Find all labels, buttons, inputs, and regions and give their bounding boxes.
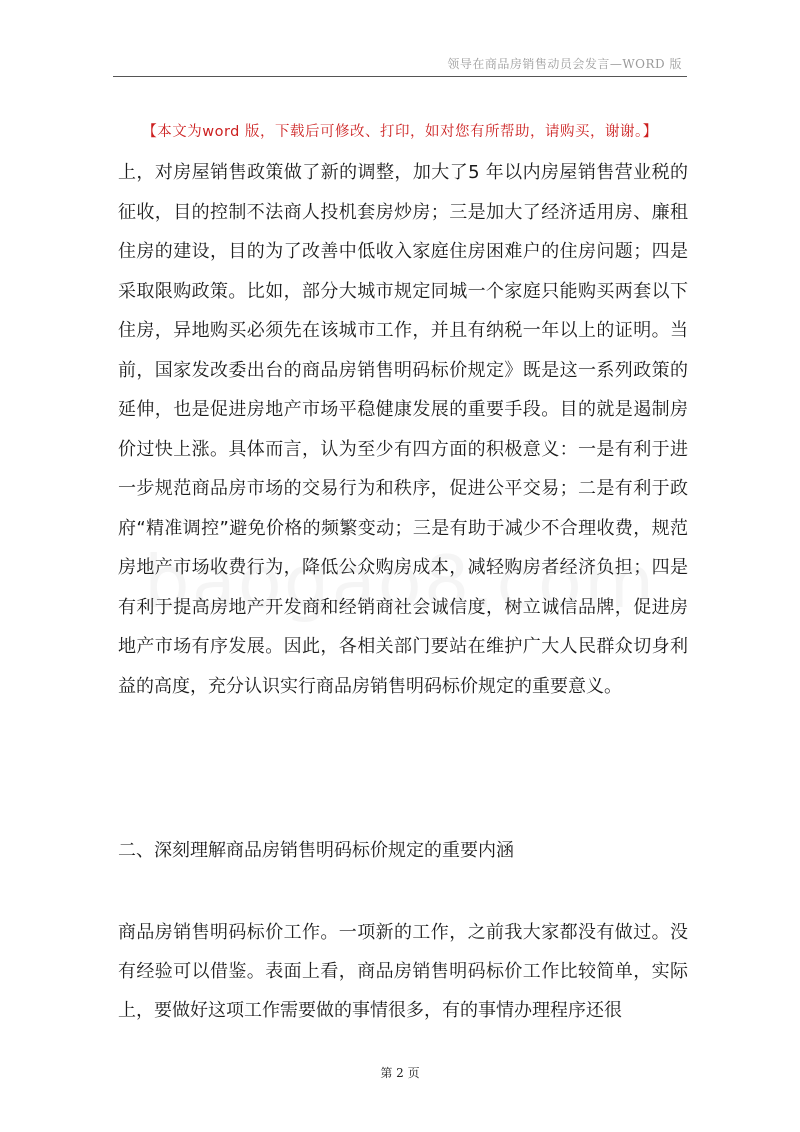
section-paragraph: 商品房销售明码标价工作。一项新的工作，之前我大家都没有做过。没有经验可以借鉴。表面上看，商品房销售明码标价工作比较简单，实际上，要做好这项工作需要做的事情很多，有的事情办理程序还很 bbox=[118, 922, 688, 1021]
header-divider bbox=[113, 76, 687, 77]
section-heading: 二、深刻理解商品房销售明码标价规定的重要内涵 bbox=[118, 840, 514, 861]
page-number: 第 2 页 bbox=[380, 1066, 420, 1080]
header-title: 领导在商品房销售动员会发言—WORD 版 bbox=[447, 57, 682, 71]
main-body bbox=[118, 153, 688, 706]
download-notice: 【本文为word 版，下载后可修改、打印，如对您有所帮助，请购买，谢谢。】 bbox=[142, 124, 658, 140]
section-body bbox=[118, 913, 688, 1030]
body-paragraph: 上，对房屋销售政策做了新的调整，加大了5 年以内房屋销售营业税的征收，目的控制不法商人投机套房炒房；三是加大了经济适用房、廉租住房的建设，目的为了改善中低收入家庭住房困难户的住房问题；四是采取限购政策。比如，部分大城市规定同城一个家庭只能购买两套以下住房，异地购买必须先在该城市工作，并且有纳税一年以上的证明。当前，国家发改委出台的商品房销售明码标价规定》既是这一系列政策的延伸，也是促进房地产市场平稳健康发展的重要手段。目的就是遏制房价过快上涨。具体而言，认为至少有四方面的积极意义：一是有利于进一步规范商品房市场的交易行为和秩序，促进公平交易；二是有利于政府“精准调控”避免价格的频繁变动；三是有助于减少不合理收费，规范房地产市场收费行为，降低公众购房成本，减轻购房者经济负担；四是有利于提高房地产开发商和经销商社会诚信度，树立诚信品牌，促进房地产市场有序发展。因此，各相关部门要站在维护广大人民群众切身利益的高度，充分认识实行商品房销售明码标价规定的重要意义。 bbox=[118, 162, 688, 697]
